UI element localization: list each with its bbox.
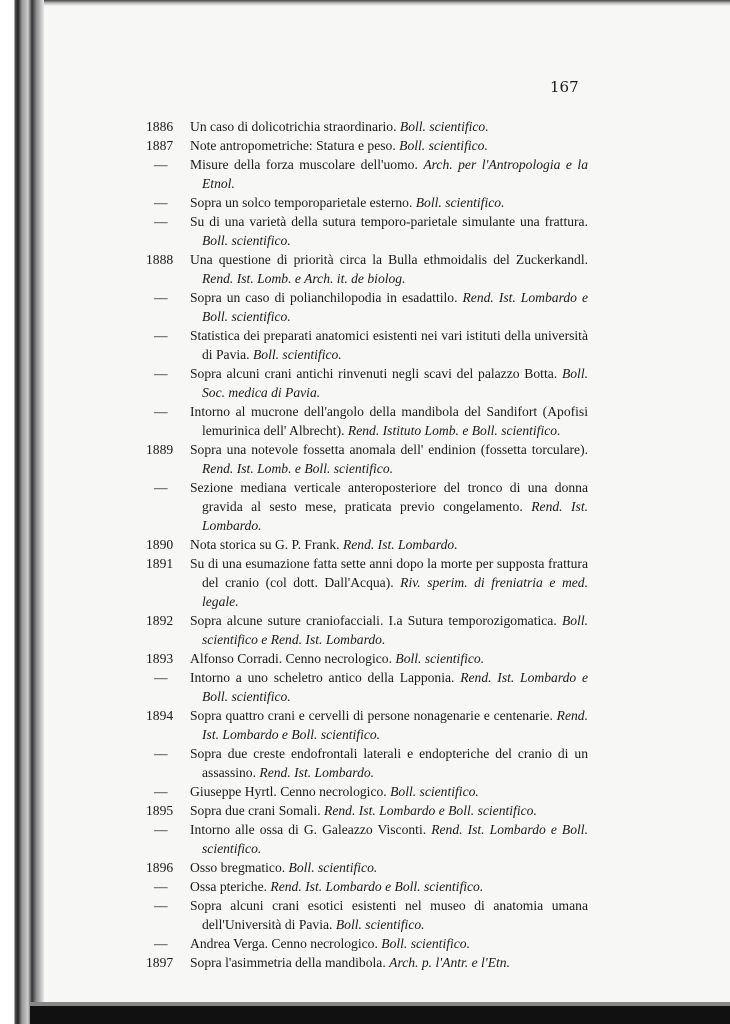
entry-body	[190, 155, 588, 193]
ditto-dash: —	[154, 898, 168, 913]
page-number: 167	[550, 78, 579, 96]
ditto-dash: —	[154, 366, 168, 381]
entry-body	[190, 402, 588, 440]
bibliography-list	[146, 117, 588, 972]
entry-journal: Rend. Ist. Lombardo e Boll. scientifico.	[324, 803, 537, 818]
entry-body	[190, 611, 588, 649]
entry-body	[190, 934, 588, 953]
entry-body	[190, 250, 588, 288]
entry-body	[190, 440, 588, 478]
entry-journal: Boll. scientifico.	[381, 936, 470, 951]
bibliography-entry	[146, 706, 588, 744]
entry-body	[190, 326, 588, 364]
entry-title: Sopra due crani Somali.	[190, 803, 321, 818]
entry-journal: Rend. Ist. Lombardo e Boll. scientifico.	[270, 879, 484, 894]
entry-title: Note antropometriche: Statura e peso.	[190, 138, 396, 153]
ditto-dash: —	[154, 157, 168, 172]
bibliography-entry	[146, 364, 588, 402]
entry-journal: Boll. scientifico.	[252, 347, 342, 362]
ditto-dash: —	[154, 195, 168, 210]
entry-journal: Arch. per l'Antropologia e la Etnol.	[202, 157, 588, 191]
entry-title: Sopra due creste endofrontali laterali e endopteriche del cranio di un assassino.	[190, 746, 588, 780]
entry-title: Intorno al mucrone dell'angolo della mandibola del Sandifort (Apofisi lemurinica dell' Albrecht).	[190, 404, 588, 438]
entry-journal: Boll. scientifico e Rend. Ist. Lombardo.	[202, 613, 588, 647]
entry-journal: Rend. Ist. Lombardo.	[259, 765, 375, 780]
ditto-dash: —	[154, 879, 168, 894]
entry-body	[190, 364, 588, 402]
ditto-dash: —	[154, 670, 168, 685]
entry-title: Sopra l'asimmetria della mandibola.	[190, 955, 386, 970]
bibliography-entry	[146, 801, 588, 820]
ditto-dash: —	[154, 328, 168, 343]
entry-journal: Rend. Ist. Lombardo e Boll. scientifico.	[202, 670, 589, 704]
ditto-dash: —	[154, 746, 168, 761]
entry-title: Sopra alcuni crani antichi rinvenuti negli scavi del palazzo Botta.	[190, 366, 558, 381]
entry-body	[190, 953, 588, 972]
entry-journal: Rend. Ist. Lombardo.	[202, 499, 588, 533]
bibliography-entry	[146, 896, 588, 934]
ditto-dash: —	[154, 784, 168, 799]
bibliography-entry	[146, 326, 588, 364]
ditto-dash: —	[154, 936, 168, 951]
bibliography-entry	[146, 934, 588, 953]
entry-body	[190, 649, 588, 668]
entry-title: Sopra quattro crani e cervelli di persone nonagenarie e centenarie.	[190, 708, 553, 723]
entry-journal: Boll. scientifico.	[395, 651, 485, 666]
entry-body	[190, 535, 588, 554]
entry-journal: Rend. Ist. Lombardo e Boll. scientifico.	[202, 822, 588, 856]
ditto-dash: —	[154, 480, 168, 495]
entry-journal: Rend. Ist. Lombardo.	[342, 537, 458, 552]
entry-journal: Boll. scientifico.	[399, 119, 489, 134]
entry-year: 1889	[146, 442, 174, 457]
entry-journal: Boll. scientifico.	[288, 860, 378, 875]
entry-journal: Boll. Soc. medica di Pavia.	[202, 366, 589, 400]
entry-title: Andrea Verga. Cenno necrologico.	[190, 936, 378, 951]
bibliography-entry	[146, 782, 588, 801]
entry-title: Una questione di priorità circa la Bulla ethmoidalis del Zuckerkandl.	[190, 252, 588, 267]
entry-title: Su di una varietà della sutura temporo-parietale simulante una frattura.	[190, 214, 588, 229]
entry-year: 1897	[146, 955, 174, 970]
ditto-dash: —	[154, 214, 168, 229]
entry-title: Sopra alcuni crani esotici esistenti nel museo di anatomia umana dell'Università di Pavia.	[190, 898, 588, 932]
entry-year: 1896	[146, 860, 174, 875]
bibliography-entry	[146, 820, 588, 858]
bibliography-entry	[146, 877, 588, 896]
bibliography-entry	[146, 858, 588, 877]
entry-year: 1886	[146, 119, 174, 134]
entry-title: Ossa pteriche.	[190, 879, 268, 894]
entry-title: Intorno a uno scheletro antico della Lapponia.	[190, 670, 455, 685]
entry-journal: Boll. scientifico.	[415, 195, 505, 210]
entry-journal: Arch. p. l'Antr. e l'Etn.	[389, 955, 510, 970]
entry-title: Intorno alle ossa di G. Galeazzo Visconti.	[190, 822, 427, 837]
entry-body	[190, 288, 588, 326]
entry-body	[190, 117, 588, 136]
ditto-dash: —	[154, 290, 168, 305]
entry-year: 1888	[146, 252, 174, 267]
entry-title: Misure della forza muscolare dell'uomo.	[190, 157, 418, 172]
entry-title: Osso bregmatico.	[190, 860, 286, 875]
entry-year: 1894	[146, 708, 174, 723]
entry-body	[190, 668, 588, 706]
entry-title: Sopra un caso di polianchilopodia in esadattilo.	[190, 290, 458, 305]
entry-year: 1892	[146, 613, 174, 628]
entry-title: Su di una esumazione fatta sette anni dopo la morte per supposta frattura del cranio (col dott. Dall'Acqua).	[190, 556, 588, 590]
entry-title: Sopra una notevole fossetta anomala dell' endinion (fossetta torculare).	[190, 442, 588, 457]
bibliography-entry	[146, 535, 588, 554]
entry-title: Sezione mediana verticale anteroposteriore del tronco di una donna gravida al sesto mese, praticata previo congelamento.	[190, 480, 588, 514]
bibliography-entry	[146, 744, 588, 782]
entry-title: Un caso di dolicotrichia straordinario.	[190, 119, 397, 134]
entry-body	[190, 478, 588, 535]
entry-title: Nota storica su G. P. Frank.	[190, 537, 340, 552]
bibliography-entry	[146, 117, 588, 136]
entry-body	[190, 744, 588, 782]
entry-year: 1895	[146, 803, 174, 818]
entry-title: Sopra alcune suture craniofacciali. I.a Sutura temporozigomatica.	[190, 613, 557, 628]
entry-year: 1891	[146, 556, 174, 571]
bibliography-entry	[146, 250, 588, 288]
bibliography-entry	[146, 402, 588, 440]
entry-body	[190, 706, 588, 744]
bibliography-entry	[146, 288, 588, 326]
entry-journal: Boll. scientifico.	[399, 138, 488, 153]
bibliography-entry	[146, 554, 588, 611]
entry-journal: Boll. scientifico.	[335, 917, 425, 932]
bibliography-entry	[146, 611, 588, 649]
ditto-dash: —	[154, 822, 168, 837]
bibliography-entry	[146, 136, 588, 155]
entry-body	[190, 554, 588, 611]
bibliography-entry	[146, 193, 588, 212]
entry-journal: Rend. Ist. Lomb. e Boll. scientifico.	[202, 461, 394, 476]
entry-journal: Riv. sperim. di freniatria e med. legale.	[202, 575, 588, 609]
entry-title: Giuseppe Hyrtl. Cenno necrologico.	[190, 784, 387, 799]
book-binding-edge	[0, 0, 44, 1024]
entry-year: 1893	[146, 651, 174, 666]
entry-body	[190, 896, 588, 934]
entry-body	[190, 820, 588, 858]
entry-body	[190, 193, 588, 212]
ditto-dash: —	[154, 404, 168, 419]
entry-title: Sopra un solco temporoparietale esterno.	[190, 195, 413, 210]
entry-body	[190, 877, 588, 896]
entry-body	[190, 801, 588, 820]
entry-title: Alfonso Corradi. Cenno necrologico.	[190, 651, 392, 666]
entry-year: 1887	[146, 138, 174, 153]
entry-body	[190, 858, 588, 877]
bibliography-entry	[146, 212, 588, 250]
bibliography-entry	[146, 953, 588, 972]
page-bottom-edge	[30, 1006, 730, 1024]
entry-year: 1890	[146, 537, 174, 552]
bibliography-entry	[146, 668, 588, 706]
entry-body	[190, 782, 588, 801]
entry-journal: Rend. Ist. Lombardo e Boll. scientifico.	[202, 290, 588, 324]
entry-journal: Rend. Ist. Lomb. e Arch. it. de biolog.	[202, 271, 406, 286]
entry-journal: Boll. scientifico.	[390, 784, 479, 799]
bibliography-entry	[146, 155, 588, 193]
entry-body	[190, 136, 588, 155]
entry-journal: Rend. Ist. Lombardo e Boll. scientifico.	[202, 708, 588, 742]
bibliography-entry	[146, 440, 588, 478]
bibliography-entry	[146, 649, 588, 668]
entry-journal: Boll. scientifico.	[202, 233, 291, 248]
page-top-edge	[0, 0, 730, 6]
entry-journal: Rend. Istituto Lomb. e Boll. scientifico.	[347, 423, 561, 438]
bibliography-entry	[146, 478, 588, 535]
entry-title: Statistica dei preparati anatomici esistenti nei vari istituti della università di Pavia.	[190, 328, 588, 362]
entry-body	[190, 212, 588, 250]
